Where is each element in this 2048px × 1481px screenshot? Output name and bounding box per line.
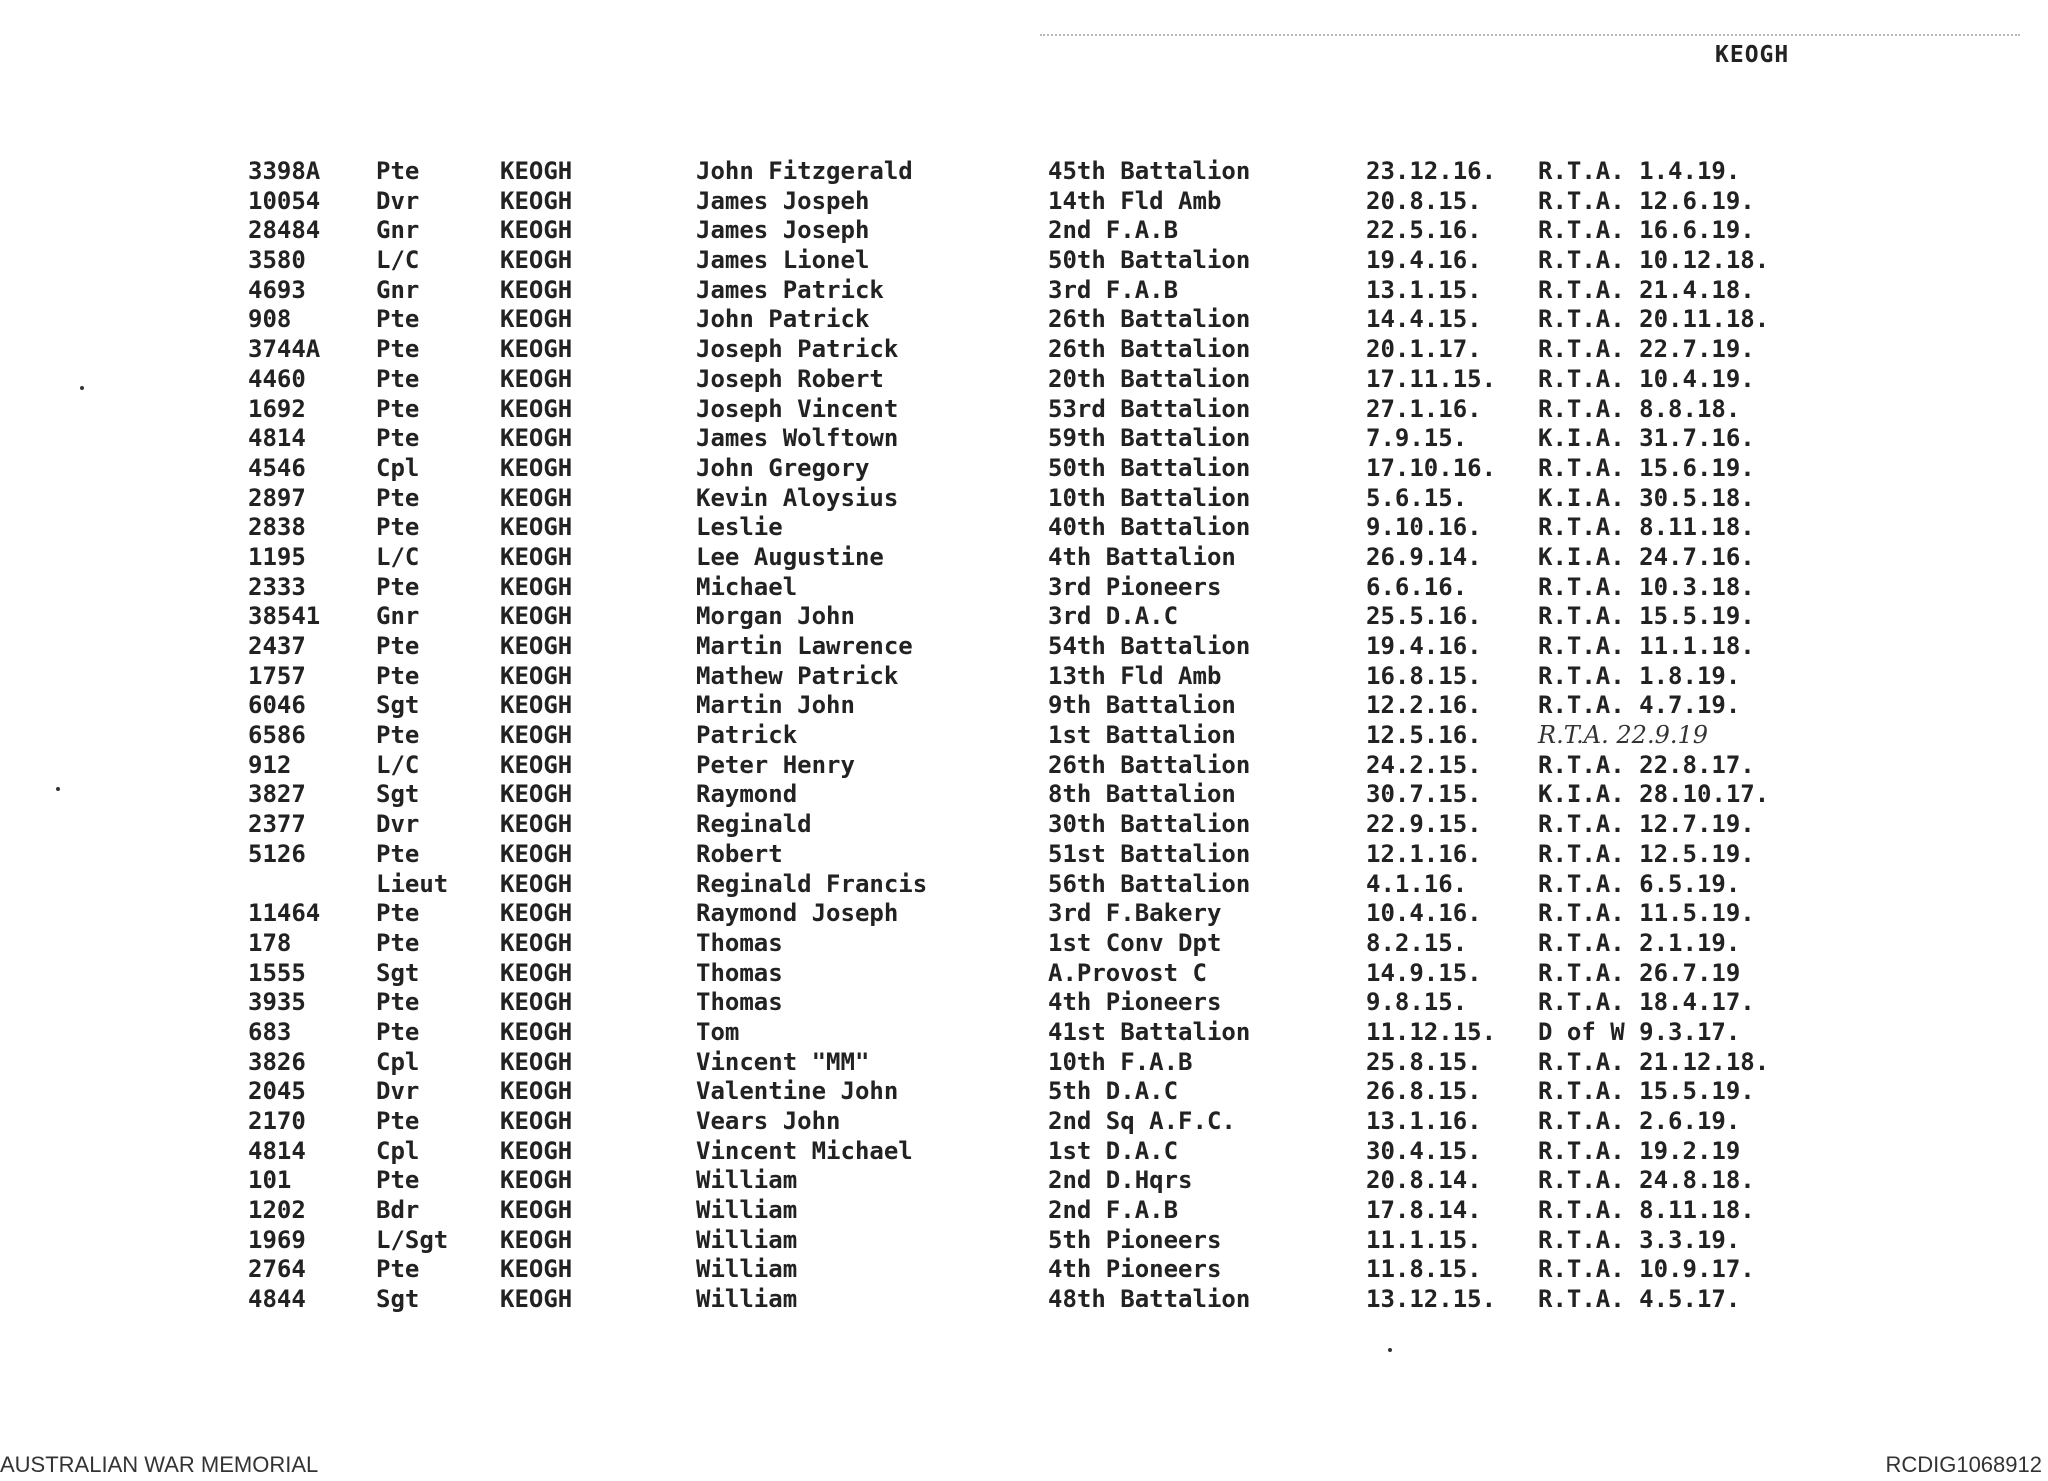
surname: KEOGH [500, 928, 573, 957]
rank: L/C [376, 246, 420, 275]
fate: K.I.A. 31.7.16. [1538, 424, 1755, 453]
fate: R.T.A. 4.7.19. [1538, 691, 1741, 720]
enlistment-date: 17.11.15. [1366, 364, 1497, 393]
unit: 2nd F.A.B [1048, 1196, 1179, 1225]
given-names: James Wolftown [696, 424, 899, 453]
fate: R.T.A. 15.5.19. [1538, 602, 1755, 631]
given-names: James Lionel [696, 246, 870, 275]
rank: Gnr [376, 216, 420, 245]
rank: Pte [376, 572, 420, 601]
fate: R.T.A. 21.4.18. [1538, 275, 1755, 304]
surname: KEOGH [500, 1136, 573, 1165]
service-number: 1969 [248, 1225, 306, 1254]
fate: R.T.A. 10.3.18. [1538, 572, 1755, 601]
given-names: Reginald Francis [696, 869, 928, 898]
enlistment-date: 22.5.16. [1366, 216, 1482, 245]
enlistment-date: 11.8.15. [1366, 1255, 1482, 1284]
enlistment-date: 25.5.16. [1366, 602, 1482, 631]
fate: R.T.A. 12.6.19. [1538, 186, 1755, 215]
fate: R.T.A. 11.5.19. [1538, 899, 1755, 928]
fate: R.T.A. 11.1.18. [1538, 632, 1755, 660]
given-names: James Jospeh [696, 186, 870, 215]
service-number: 683 [248, 1017, 292, 1046]
surname: KEOGH [500, 632, 573, 660]
unit: 3rd Pioneers [1048, 572, 1222, 601]
rank: Pte [376, 305, 420, 334]
rank: Pte [376, 394, 420, 423]
given-names: Thomas [696, 928, 783, 957]
rank: Cpl [376, 1047, 420, 1076]
unit: 9th Battalion [1048, 691, 1236, 720]
unit: 50th Battalion [1048, 453, 1251, 482]
unit: 45th Battalion [1048, 157, 1251, 185]
given-names: Martin Lawrence [696, 632, 913, 660]
surname: KEOGH [500, 899, 573, 928]
footer-institution: AUSTRALIAN WAR MEMORIAL [0, 1452, 319, 1477]
unit: 53rd Battalion [1048, 394, 1251, 423]
service-number: 2764 [248, 1255, 306, 1284]
service-number: 1195 [248, 542, 306, 571]
enlistment-date: 12.2.16. [1366, 691, 1482, 720]
service-number: 2333 [248, 572, 306, 601]
service-number: 4844 [248, 1285, 306, 1314]
surname: KEOGH [500, 750, 573, 779]
given-names: Thomas [696, 988, 783, 1017]
given-names: Tom [696, 1017, 740, 1046]
scan-speck [80, 386, 84, 390]
enlistment-date: 13.1.15. [1366, 275, 1482, 304]
rank: Dvr [376, 810, 420, 839]
surname: KEOGH [500, 691, 573, 720]
fate: R.T.A. 2.1.19. [1538, 928, 1741, 957]
rank: L/C [376, 542, 420, 571]
enlistment-date: 19.4.16. [1366, 632, 1482, 660]
unit: 2nd D.Hqrs [1048, 1166, 1193, 1195]
unit: 10th Battalion [1048, 483, 1251, 512]
service-number: 1202 [248, 1196, 306, 1225]
surname: KEOGH [500, 1196, 573, 1225]
fate: R.T.A. 15.6.19. [1538, 453, 1755, 482]
rank: Pte [376, 632, 420, 660]
fate: R.T.A. 20.11.18. [1538, 305, 1770, 334]
enlistment-date: 20.8.14. [1366, 1166, 1482, 1195]
enlistment-date: 5.6.15. [1366, 483, 1468, 512]
unit: 5th D.A.C [1048, 1077, 1179, 1106]
enlistment-date: 7.9.15. [1366, 424, 1468, 453]
enlistment-date: 22.9.15. [1366, 810, 1482, 839]
enlistment-date: 25.8.15. [1366, 1047, 1482, 1076]
surname: KEOGH [500, 394, 573, 423]
unit: 54th Battalion [1048, 632, 1251, 660]
rank: Pte [376, 661, 420, 690]
surname: KEOGH [500, 1017, 573, 1046]
enlistment-date: 17.8.14. [1366, 1196, 1482, 1225]
enlistment-date: 11.12.15. [1366, 1017, 1497, 1046]
service-number: 6586 [248, 721, 306, 750]
given-names: Robert [696, 839, 783, 868]
fate: R.T.A. 8.11.18. [1538, 513, 1755, 542]
service-number: 4546 [248, 453, 306, 482]
given-names: Valentine John [696, 1077, 899, 1106]
service-number: 4693 [248, 275, 306, 304]
surname: KEOGH [500, 1255, 573, 1284]
service-number: 2377 [248, 810, 306, 839]
given-names: John Patrick [696, 305, 870, 334]
service-number: 3827 [248, 780, 306, 809]
service-number: 5126 [248, 839, 306, 868]
unit: 48th Battalion [1048, 1285, 1251, 1314]
rank: Pte [376, 899, 420, 928]
service-number: 1555 [248, 958, 306, 987]
unit: 26th Battalion [1048, 750, 1251, 779]
surname: KEOGH [500, 1047, 573, 1076]
surname: KEOGH [500, 246, 573, 275]
unit: 26th Battalion [1048, 335, 1251, 364]
service-number: 10054 [248, 186, 321, 215]
surname: KEOGH [500, 275, 573, 304]
service-number: 2437 [248, 632, 306, 660]
fate: R.T.A. 8.8.18. [1538, 394, 1741, 423]
unit: 3rd F.Bakery [1048, 899, 1222, 928]
given-names: John Fitzgerald [696, 157, 913, 185]
given-names: Peter Henry [696, 750, 855, 779]
service-number: 1692 [248, 394, 306, 423]
unit: 40th Battalion [1048, 513, 1251, 542]
surname: KEOGH [500, 661, 573, 690]
enlistment-date: 20.1.17. [1366, 335, 1482, 364]
given-names: Vincent Michael [696, 1136, 913, 1165]
rank: Pte [376, 1017, 420, 1046]
surname: KEOGH [500, 839, 573, 868]
enlistment-date: 9.10.16. [1366, 513, 1482, 542]
rank: Pte [376, 1166, 420, 1195]
rank: Pte [376, 988, 420, 1017]
given-names: William [696, 1285, 798, 1314]
fate: R.T.A. 21.12.18. [1538, 1047, 1770, 1076]
given-names: Martin John [696, 691, 855, 720]
enlistment-date: 27.1.16. [1366, 394, 1482, 423]
enlistment-date: 26.9.14. [1366, 542, 1482, 571]
rank: Pte [376, 335, 420, 364]
surname: KEOGH [500, 453, 573, 482]
rank: Pte [376, 1255, 420, 1284]
unit: 2nd F.A.B [1048, 216, 1179, 245]
rank: Pte [376, 513, 420, 542]
enlistment-date: 4.1.16. [1366, 869, 1468, 898]
given-names: John Gregory [696, 453, 870, 482]
fate: R.T.A. 26.7.19 [1538, 958, 1741, 987]
surname: KEOGH [500, 335, 573, 364]
surname: KEOGH [500, 216, 573, 245]
rank: Pte [376, 483, 420, 512]
rank: Pte [376, 1107, 420, 1135]
unit: 4th Pioneers [1048, 1255, 1222, 1284]
unit: 4th Battalion [1048, 542, 1236, 571]
given-names: William [696, 1255, 798, 1284]
service-number: 2170 [248, 1107, 306, 1135]
unit: 4th Pioneers [1048, 988, 1222, 1017]
service-number: 3826 [248, 1047, 306, 1076]
rank: Pte [376, 364, 420, 393]
rank: Pte [376, 839, 420, 868]
surname: KEOGH [500, 1166, 573, 1195]
service-number: 2838 [248, 513, 306, 542]
unit: 59th Battalion [1048, 424, 1251, 453]
surname: KEOGH [500, 572, 573, 601]
surname: KEOGH [500, 1285, 573, 1314]
service-number: 4814 [248, 1136, 306, 1165]
rank: Pte [376, 928, 420, 957]
unit: 26th Battalion [1048, 305, 1251, 334]
service-number: 4814 [248, 424, 306, 453]
fate: R.T.A. 24.8.18. [1538, 1166, 1755, 1195]
rank: Bdr [376, 1196, 420, 1225]
unit: 13th Fld Amb [1048, 661, 1222, 690]
surname: KEOGH [500, 958, 573, 987]
surname: KEOGH [500, 157, 573, 185]
page-surname-header: KEOGH [1715, 42, 1790, 68]
rank: Dvr [376, 186, 420, 215]
surname: KEOGH [500, 513, 573, 542]
service-number: 6046 [248, 691, 306, 720]
service-number: 1757 [248, 661, 306, 690]
surname: KEOGH [500, 721, 573, 750]
surname: KEOGH [500, 1225, 573, 1254]
unit: 3rd D.A.C [1048, 602, 1179, 631]
given-names: William [696, 1196, 798, 1225]
fate: D of W 9.3.17. [1538, 1017, 1741, 1046]
surname: KEOGH [500, 810, 573, 839]
unit: 3rd F.A.B [1048, 275, 1179, 304]
given-names: Leslie [696, 513, 783, 542]
service-number: 3744A [248, 335, 321, 364]
fate: R.T.A. 1.8.19. [1538, 661, 1741, 690]
unit: A.Provost C [1048, 958, 1207, 987]
service-number: 28484 [248, 216, 321, 245]
given-names: Joseph Patrick [696, 335, 899, 364]
fate: K.I.A. 28.10.17. [1538, 780, 1770, 809]
service-number: 38541 [248, 602, 321, 631]
unit: 56th Battalion [1048, 869, 1251, 898]
given-names: Reginald [696, 810, 812, 839]
service-number: 912 [248, 750, 292, 779]
enlistment-date: 13.1.16. [1366, 1107, 1482, 1135]
rank: Lieut [376, 869, 449, 898]
service-number: 3935 [248, 988, 306, 1017]
rank: Gnr [376, 275, 420, 304]
unit: 51st Battalion [1048, 839, 1251, 868]
given-names: Morgan John [696, 602, 855, 631]
surname: KEOGH [500, 780, 573, 809]
enlistment-date: 17.10.16. [1366, 453, 1497, 482]
service-number: 178 [248, 928, 292, 957]
scan-speck [56, 787, 60, 791]
fate: R.T.A. 19.2.19 [1538, 1136, 1741, 1165]
enlistment-date: 8.2.15. [1366, 928, 1468, 957]
fate: R.T.A. 10.4.19. [1538, 364, 1755, 393]
unit: 8th Battalion [1048, 780, 1236, 809]
rank: Dvr [376, 1077, 420, 1106]
unit: 30th Battalion [1048, 810, 1251, 839]
rank: L/C [376, 750, 420, 779]
enlistment-date: 20.8.15. [1366, 186, 1482, 215]
given-names: Thomas [696, 958, 783, 987]
fate: R.T.A. 6.5.19. [1538, 869, 1741, 898]
rank: Sgt [376, 691, 420, 720]
unit: 5th Pioneers [1048, 1225, 1222, 1254]
rank: Sgt [376, 958, 420, 987]
scan-speck [1388, 1348, 1392, 1352]
surname: KEOGH [500, 364, 573, 393]
fate: R.T.A. 16.6.19. [1538, 216, 1755, 245]
given-names: Joseph Robert [696, 364, 884, 393]
given-names: Raymond [696, 780, 798, 809]
unit: 2nd Sq A.F.C. [1048, 1107, 1236, 1135]
fate: R.T.A. 22.8.17. [1538, 750, 1755, 779]
rank: Sgt [376, 1285, 420, 1314]
service-number: 2045 [248, 1077, 306, 1106]
fate: R.T.A. 18.4.17. [1538, 988, 1755, 1017]
given-names: Michael [696, 572, 798, 601]
enlistment-date: 6.6.16. [1366, 572, 1468, 601]
given-names: Vincent "MM" [696, 1047, 870, 1076]
enlistment-date: 23.12.16. [1366, 157, 1497, 185]
given-names: Raymond Joseph [696, 899, 899, 928]
enlistment-date: 14.4.15. [1366, 305, 1482, 334]
unit: 41st Battalion [1048, 1017, 1251, 1046]
given-names: Patrick [696, 721, 798, 750]
given-names: Vears John [696, 1107, 841, 1135]
fate: R.T.A. 10.9.17. [1538, 1255, 1755, 1284]
enlistment-date: 13.12.15. [1366, 1285, 1497, 1314]
enlistment-date: 16.8.15. [1366, 661, 1482, 690]
given-names: Kevin Aloysius [696, 483, 899, 512]
unit: 1st Battalion [1048, 721, 1236, 750]
surname: KEOGH [500, 483, 573, 512]
fate: R.T.A. 4.5.17. [1538, 1285, 1741, 1314]
surname: KEOGH [500, 1107, 573, 1135]
surname: KEOGH [500, 424, 573, 453]
service-number: 3398A [248, 157, 321, 185]
given-names: William [696, 1166, 798, 1195]
given-names: William [696, 1225, 798, 1254]
given-names: James Joseph [696, 216, 870, 245]
fate: K.I.A. 24.7.16. [1538, 542, 1755, 571]
fate: R.T.A. 12.5.19. [1538, 839, 1755, 868]
enlistment-date: 24.2.15. [1366, 750, 1482, 779]
rank: Pte [376, 721, 420, 750]
rank: Pte [376, 424, 420, 453]
surname: KEOGH [500, 988, 573, 1017]
given-names: Joseph Vincent [696, 394, 899, 423]
fate: R.T.A. 8.11.18. [1538, 1196, 1755, 1225]
fate: R.T.A. 10.12.18. [1538, 246, 1770, 275]
given-names: James Patrick [696, 275, 884, 304]
service-number: 4460 [248, 364, 306, 393]
rank: Pte [376, 157, 420, 185]
enlistment-date: 12.1.16. [1366, 839, 1482, 868]
service-number: 2897 [248, 483, 306, 512]
enlistment-date: 11.1.15. [1366, 1225, 1482, 1254]
fate: R.T.A. 2.6.19. [1538, 1107, 1741, 1135]
enlistment-date: 12.5.16. [1366, 721, 1482, 750]
unit: 50th Battalion [1048, 246, 1251, 275]
enlistment-date: 30.4.15. [1366, 1136, 1482, 1165]
unit: 1st D.A.C [1048, 1136, 1179, 1165]
fate: R.T.A. 3.3.19. [1538, 1225, 1741, 1254]
enlistment-date: 10.4.16. [1366, 899, 1482, 928]
unit: 14th Fld Amb [1048, 186, 1222, 215]
surname: KEOGH [500, 305, 573, 334]
rank: Sgt [376, 780, 420, 809]
surname: KEOGH [500, 602, 573, 631]
fate: R.T.A. 1.4.19. [1538, 157, 1741, 185]
rank: L/Sgt [376, 1225, 449, 1254]
surname: KEOGH [500, 542, 573, 571]
rank: Cpl [376, 1136, 420, 1165]
service-number: 101 [248, 1166, 292, 1195]
fate: R.T.A. 22.9.19 [1538, 721, 1709, 750]
given-names: Lee Augustine [696, 542, 884, 571]
fate: R.T.A. 15.5.19. [1538, 1077, 1755, 1106]
fate: R.T.A. 12.7.19. [1538, 810, 1755, 839]
rank: Cpl [376, 453, 420, 482]
fate: R.T.A. 22.7.19. [1538, 335, 1755, 364]
unit: 1st Conv Dpt [1048, 928, 1222, 957]
enlistment-date: 26.8.15. [1366, 1077, 1482, 1106]
service-number: 11464 [248, 899, 321, 928]
unit: 20th Battalion [1048, 364, 1251, 393]
service-number: 908 [248, 305, 292, 334]
enlistment-date: 9.8.15. [1366, 988, 1468, 1017]
surname: KEOGH [500, 869, 573, 898]
rank: Gnr [376, 602, 420, 631]
given-names: Mathew Patrick [696, 661, 899, 690]
surname: KEOGH [500, 186, 573, 215]
footer-record-id: RCDIG1068912 [1885, 1452, 2042, 1477]
enlistment-date: 30.7.15. [1366, 780, 1482, 809]
top-dotted-rule [1040, 34, 2020, 36]
surname: KEOGH [500, 1077, 573, 1106]
fate: K.I.A. 30.5.18. [1538, 483, 1755, 512]
enlistment-date: 14.9.15. [1366, 958, 1482, 987]
unit: 10th F.A.B [1048, 1047, 1193, 1076]
service-number: 3580 [248, 246, 306, 275]
enlistment-date: 19.4.16. [1366, 246, 1482, 275]
